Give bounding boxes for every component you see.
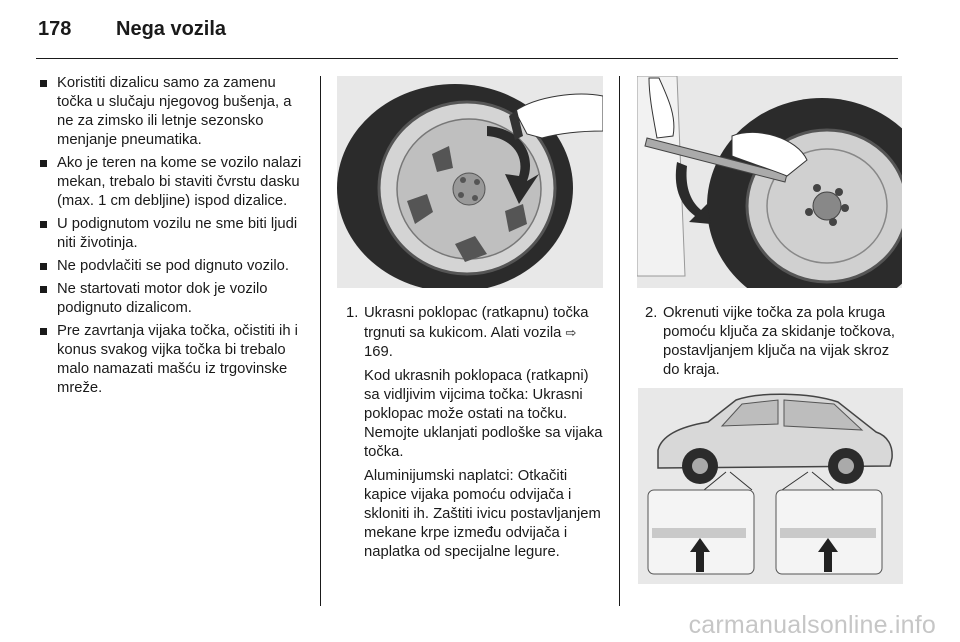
list-item: U podignutom vozilu ne sme biti ljudi niti životinja. [40,215,308,253]
step-text: Ukrasni poklopac (ratkapnu) točka trgnuti sa kukicom. Alati vozila [364,305,589,341]
header-divider [36,58,898,59]
safety-bullet-list [40,74,308,402]
list-item: Koristiti dizalicu samo za zamenu točka u slučaju njegovog bušenja, a ne za zimsko ili letnje sezonsko menjanje pneumatika. [40,74,308,150]
page-title: Nega vozila [116,18,227,40]
bullet-square-icon [40,328,47,335]
list-item: Pre zavrtanja vijaka točka, očistiti ih i konus svakog vijka točka bi trebalo malo namazati mašću iz trgovinske mreže. [40,322,308,398]
step-number: 1. [346,305,359,321]
step-2-instructions [645,304,905,385]
list-item: Ne startovati motor dok je vozilo podignuto dizalicom. [40,280,308,318]
page-header [38,18,226,48]
list-item: Ne podvlačiti se pod dignuto vozilo. [40,257,308,276]
wheel-bolt-wrench-illustration [637,76,902,288]
step-text: Okrenuti vijke točka za pola kruga pomoću ključa za skidanje točkova, postavljanjem ključa na vijak skroz do kraja. [663,305,895,378]
step-note-hubcap-bolts: Kod ukrasnih poklopaca (ratkapni) sa vidljivim vijcima točka: Ukrasni poklopac može ostati na točku. Nemojte uklanjati podloške sa vijaka točka. [364,368,603,460]
bullet-square-icon [40,80,47,87]
bullet-square-icon [40,263,47,270]
step-note-alloy-rims: Aluminijumski naplatci: Otkačiti kapice vijaka pomoću odvijača i skloniti ih. Zaštiti ivicu postavljanjem mekane krpe između odvijača i naplatka od specijalne legure. [364,468,601,560]
page-reference: 169. [364,344,393,360]
bullet-square-icon [40,160,47,167]
list-item: Ako je teren na kome se vozilo nalazi mekan, trebalo bi staviti čvrstu dasku (max. 1 cm debljine) ispod dizalice. [40,154,308,211]
bullet-square-icon [40,286,47,293]
column-divider-2 [619,76,620,606]
hubcap-removal-illustration [337,76,603,288]
step-1-instructions [346,304,608,567]
page-number: 178 [38,18,72,40]
step-number: 2. [645,305,658,321]
column-divider-1 [320,76,321,606]
watermark: carmanualsonline.info [688,611,936,639]
bullet-square-icon [40,221,47,228]
jack-point-illustration [638,388,903,584]
page-reference-arrow-icon: ⇨ [565,325,577,340]
